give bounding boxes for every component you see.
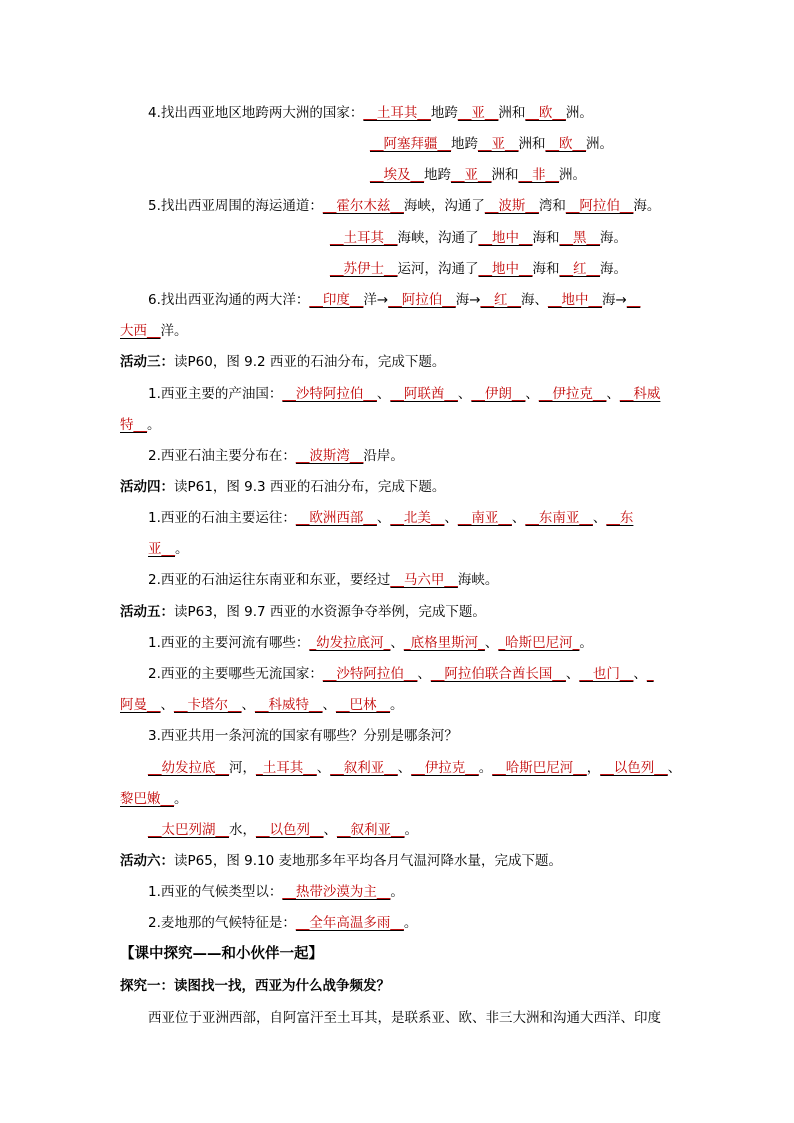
answer-blank[interactable]: __红__ [559, 261, 600, 277]
answer-blank[interactable]: __地中__ [478, 230, 533, 246]
activity-5-heading: 活动五：读P63，图 9.7 西亚的水资源争夺举例，完成下题。 [120, 604, 486, 620]
answer-blank[interactable]: __阿塞拜疆__ [370, 136, 451, 152]
answer-blank[interactable]: __以色列__ [256, 822, 324, 838]
answer-blank[interactable]: _哈斯巴尼河_ [498, 635, 580, 651]
answer-blank[interactable]: __南亚__ [457, 510, 512, 526]
answer-blank[interactable]: __欧洲西部__ [295, 510, 377, 526]
answer-blank[interactable]: __印度__ [309, 292, 364, 308]
answer-blank[interactable]: __也门__ [579, 666, 634, 682]
q4-line-2: __阿塞拜疆__地跨__亚__洲和__欧__洲。 [370, 136, 613, 152]
q5-line-3: __苏伊士__运河，沟通了__地中__海和__红__海。 [330, 261, 627, 277]
answer-blank[interactable]: __科威特__ [255, 697, 323, 713]
answer-blank[interactable]: __伊拉克__ [538, 386, 607, 402]
answer-blank[interactable]: __地中__ [478, 261, 533, 277]
q5-line-2: __土耳其__海峡，沟通了__地中__海和__黑__海。 [330, 230, 627, 246]
answer-blank[interactable]: __太巴列湖__ [148, 822, 229, 838]
act5-q3-row3: __太巴列湖__水，__以色列__、__叙利亚__。 [148, 822, 418, 838]
answer-blank[interactable]: __热带沙漠为主__ [282, 884, 391, 900]
q6-line-1: 6.找出西亚沟通的两大洋：__印度__洋→__阿拉伯__海→__红__海、__地中__海→__ [148, 292, 641, 308]
answer-blank[interactable]: __伊朗__ [471, 386, 526, 402]
answer-blank[interactable]: __哈斯巴尼河__ [492, 760, 587, 776]
answer-blank[interactable]: __叙利亚__ [337, 822, 405, 838]
activity-3-heading: 活动三：读P60，图 9.2 西亚的石油分布，完成下题。 [120, 354, 446, 370]
q4-line-3: __埃及__地跨__亚__洲和__非__洲。 [370, 167, 586, 183]
answer-blank[interactable]: 特__ [120, 417, 147, 433]
answer-blank[interactable]: __巴林__ [336, 697, 390, 713]
answer-blank[interactable]: __地中__ [548, 292, 603, 308]
answer-blank[interactable]: __ [626, 292, 641, 308]
answer-blank[interactable]: __全年高温多雨__ [295, 915, 404, 931]
answer-blank[interactable]: _底格里斯河_ [403, 635, 485, 651]
q5-line-1: 5.找出西亚周围的海运通道：__霍尔木兹__海峡，沟通了__波斯__湾和__阿拉伯__海。 [148, 198, 661, 214]
answer-blank[interactable]: __东 [606, 510, 634, 526]
answer-blank[interactable]: __北美__ [390, 510, 445, 526]
act5-q1: 1.西亚的主要河流有哪些：_幼发拉底河_、_底格里斯河_、_哈斯巴尼河_。 [148, 635, 593, 651]
answer-blank[interactable]: __亚__ [478, 136, 519, 152]
answer-blank[interactable]: __伊拉克__ [411, 760, 479, 776]
answer-blank[interactable]: __欧__ [525, 105, 566, 121]
answer-blank[interactable]: __阿拉伯__ [565, 198, 634, 214]
answer-blank[interactable]: __波斯湾__ [295, 448, 364, 464]
answer-blank[interactable]: __苏伊士__ [330, 261, 398, 277]
answer-blank[interactable]: __科威 [619, 386, 661, 402]
act3-q1: 1.西亚主要的产油国：__沙特阿拉伯__、__阿联酋__、__伊朗__、__伊拉克__、__科威 [148, 386, 661, 402]
answer-blank[interactable]: __土耳其__ [330, 230, 398, 246]
answer-blank[interactable]: __卡塔尔__ [174, 697, 242, 713]
act3-q2: 2.西亚石油主要分布在：__波斯湾__沿岸。 [148, 448, 404, 464]
act6-q1: 1.西亚的气候类型以：__热带沙漠为主__。 [148, 884, 404, 900]
answer-blank[interactable]: __波斯__ [484, 198, 539, 214]
act4-q1: 1.西亚的石油主要运往：__欧洲西部__、__北美__、__南亚__、__东南亚__、__东 [148, 510, 634, 526]
section-title: 【课中探究——和小伙伴一起】 [120, 946, 323, 962]
answer-blank[interactable]: _土耳其__ [256, 760, 317, 776]
act5-q3-row2: 黎巴嫩__。 [120, 791, 188, 807]
answer-blank[interactable]: _幼发拉底河_ [309, 635, 391, 651]
answer-blank[interactable]: __土耳其__ [363, 105, 431, 121]
answer-blank[interactable]: __亚__ [451, 167, 492, 183]
q6-line-2: 大西__洋。 [120, 323, 188, 339]
answer-blank[interactable]: __非__ [518, 167, 559, 183]
answer-blank[interactable]: __沙特阿拉伯__ [322, 666, 418, 682]
answer-blank[interactable]: __阿联酋__ [390, 386, 458, 402]
act4-q1-cont: 亚__。 [148, 541, 189, 557]
activity-4-heading: 活动四：读P61，图 9.3 西亚的石油分布，完成下题。 [120, 479, 446, 495]
answer-blank[interactable]: __以色列__ [600, 760, 668, 776]
answer-blank[interactable]: 亚__ [148, 541, 175, 557]
answer-blank[interactable]: __阿拉伯联合酋长国__ [430, 666, 566, 682]
act3-q1-cont: 特__。 [120, 417, 161, 433]
answer-blank[interactable]: __埃及__ [370, 167, 424, 183]
answer-blank[interactable]: __黑__ [559, 230, 600, 246]
answer-blank[interactable]: __东南亚__ [525, 510, 593, 526]
answer-blank[interactable]: __阿拉伯__ [388, 292, 456, 308]
act4-q2: 2.西亚的石油运往东南亚和东亚，要经过__马六甲__海峡。 [148, 572, 499, 588]
act5-q2-cont: 阿曼__、__卡塔尔__、__科威特__、__巴林__。 [120, 697, 404, 713]
explore-1-paragraph: 西亚位于亚洲西部，自阿富汗至土耳其，是联系亚、欧、非三大洲和沟通大西洋、印度 [148, 1010, 661, 1026]
answer-blank[interactable]: __叙利亚__ [330, 760, 398, 776]
answer-blank[interactable]: __红__ [480, 292, 522, 308]
explore-1-heading: 探究一：读图找一找，西亚为什么战争频发？ [120, 978, 390, 994]
answer-blank[interactable]: __幼发拉底__ [148, 760, 229, 776]
answer-blank[interactable]: __欧__ [545, 136, 586, 152]
answer-blank[interactable]: __亚__ [457, 105, 499, 121]
act6-q2: 2.麦地那的气候特征是：__全年高温多雨__。 [148, 915, 418, 931]
answer-blank[interactable]: __霍尔木兹__ [322, 198, 404, 214]
answer-blank[interactable]: _ [646, 666, 654, 682]
act5-q3: 3.西亚共用一条河流的国家有哪些？分别是哪条河？ [148, 728, 458, 744]
answer-blank[interactable]: 大西__ [120, 323, 161, 339]
answer-blank[interactable]: 黎巴嫩__ [120, 791, 174, 807]
answer-blank[interactable]: 阿曼__ [120, 697, 161, 713]
act5-q2: 2.西亚的主要哪些无流国家：__沙特阿拉伯__、__阿拉伯联合酋长国__、__也门__、_ [148, 666, 654, 682]
act5-q3-row1: __幼发拉底__河，_土耳其__、__叙利亚__、__伊拉克__。__哈斯巴尼河__，__以色列__、 [148, 760, 682, 776]
activity-6-heading: 活动六：读P65，图 9.10 麦地那多年平均各月气温河降水量，完成下题。 [120, 853, 562, 869]
answer-blank[interactable]: __沙特阿拉伯__ [282, 386, 377, 402]
answer-blank[interactable]: __马六甲__ [390, 572, 458, 588]
q4-line-1: 4.找出西亚地区地跨两大洲的国家：__土耳其__地跨__亚__洲和__欧__洲。 [148, 105, 593, 121]
